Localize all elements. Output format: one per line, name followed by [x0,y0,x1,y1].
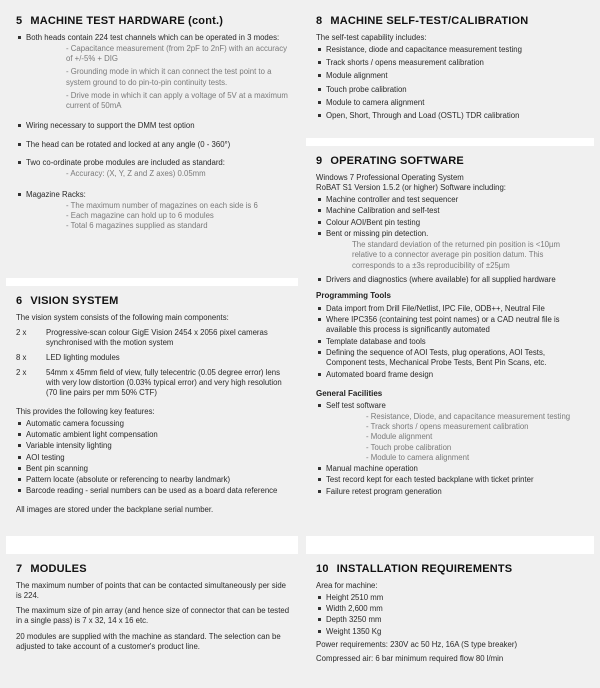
air-requirements: Compressed air: 6 bar minimum required flow 80 l/min [316,654,504,664]
list-item: Wiring necessary to support the DMM test option [26,121,290,131]
list-item: AOI testing [26,453,290,463]
list-item: Automatic camera focussing [26,419,290,429]
component-row [16,353,290,363]
list-item: Touch probe calibration [326,85,586,95]
sub-item: - Total 6 magazines supplied as standard [66,221,208,231]
list-item: Template database and tools [326,337,586,347]
dimensions-list [316,593,586,637]
section-heading: 6 VISION SYSTEM [16,295,119,307]
list-item: Two co-ordinate probe modules are included as standard: - Accuracy: (X, Y, Z and Z axes) 0.05mm [26,158,290,180]
list-item: Automatic ambient light compensation [26,430,290,440]
section-heading: 5 MACHINE TEST HARDWARE (cont.) [16,15,224,27]
modules-paragraph: The maximum number of points that can be contacted simultaneously per side is 224. [16,580,286,600]
vision-footer: All images are stored under the backplane serial number. [16,504,214,514]
modules-paragraph: 20 modules are supplied with the machine as standard. The selection can be adjusted to take account of a customer's product line. [16,631,281,651]
list-item: Machine Calibration and self-test [326,206,586,216]
power-requirements: Power requirements: 230V ac 50 Hz, 16A (S type breaker) [316,639,518,649]
os-line: RoBAT S1 Version 1.5.2 (or higher) Software including: [316,182,506,192]
list-item: Height 2510 mm [326,593,586,603]
list-item: Bent or missing pin detection. [326,229,586,239]
list-item: Manual machine operation [326,464,586,474]
sub-item: - Drive mode in which it can apply a voltage of 5V at a maximum current of 50mA [66,90,288,111]
list-item: Test record kept for each tested backplane with ticket printer [326,475,586,485]
section-divider [6,536,298,554]
sub-item: - Track shorts / opens measurement calibration [366,421,529,431]
sub-item: - Capacitance measurement (from 2pF to 2nF) with an accuracy of +/-5% + DIG [66,43,288,64]
list-item: Colour AOI/Bent pin testing [326,218,586,228]
features-list [16,419,290,497]
self-test-list [316,45,586,122]
list-item: Both heads contain 224 test channels which can be operated in 3 modes: - Capacitance measurement (from 2pF to 2nF) with an accuracy of +/-5% + DIG - Grounding mode in which it can connect the test point to a system ground to do pin-to-pin continuity tests. - Drive mode in which it can apply a voltage of 5V at a maximum current of 50mA [26,33,290,112]
modules-paragraph: The maximum size of pin array (and hence size of connector that can be tested in a single pass) is 7 x 32, 14 x 16 etc. [16,606,290,626]
list-item: Width 2,600 mm [326,604,586,614]
component-qty: 2 x [16,367,27,377]
component-desc: Progressive-scan colour GigE Vision 2454 x 2056 pixel cameras synchronised with the motion system [46,327,268,348]
list-item: Magazine Racks: - The maximum number of magazines on each side is 6 - Each magazine can hold up to 6 modules - Total 6 magazines supplied as standard [26,190,290,232]
area-label: Area for machine: [316,580,378,590]
programming-tools-heading: Programming Tools [316,291,391,301]
drivers-list [316,275,586,285]
list-item: Open, Short, Through and Load (OSTL) TDR calibration [326,111,586,121]
list-item: Defining the sequence of AOI Tests, plug operations, AOI Tests, Component tests, Mechanical Probe Tests, Bent Pin Scans, etc. [326,348,586,369]
os-line: Windows 7 Professional Operating System [316,172,464,182]
list-item: Where IPC356 (containing test point names) or a CAD neutral file is available this process is significantly automated [326,315,586,336]
software-list [316,195,586,239]
section-installation [306,554,594,688]
pin-position-note: The standard deviation of the returned pin position is <10µm relative to a connector average pin position datum. This corresponds to a ±3s reproducibility of ±25µm [352,240,560,270]
vision-intro: The vision system consists of the following main components: [16,312,229,322]
section-heading: 10 INSTALLATION REQUIREMENTS [316,563,513,575]
sub-item: - Resistance, Diode, and capacitance measurement testing [366,411,571,421]
section-divider [306,138,594,146]
sub-item: - Grounding mode in which it can connect the test point to a system ground to do pin-to-pin continuity tests. [66,67,272,87]
list-item: Module to camera alignment [326,98,586,108]
list-item: Failure retest program generation [326,487,586,497]
list-item: Barcode reading - serial numbers can be used as a board data reference [26,486,290,496]
section-heading: 9 OPERATING SOFTWARE [316,155,464,167]
list-item: Automated board frame design [326,370,586,380]
list-item: Data import from Drill File/Netlist, IPC File, ODB++, Neutral File [326,304,586,314]
list-item: The head can be rotated and locked at any angle (0 - 360°) [26,140,290,150]
list-item: Bent pin scanning [26,464,290,474]
sub-item: - Touch probe calibration [366,442,452,452]
section-divider [6,278,298,286]
programming-tools-list [316,304,586,380]
self-test-intro: The self-test capability includes: [316,32,427,42]
list-item: Self test software - Resistance, Diode, and capacitance measurement testing - Track shorts / opens measurement calibration - Module alignment - Touch probe calibration - Module to camera alignment [326,401,586,463]
section-modules [6,554,298,688]
sub-item: - Each magazine can hold up to 6 modules [66,211,214,221]
list-item: Pattern locate (absolute or referencing to nearby landmark) [26,475,290,485]
component-desc: LED lighting modules [46,353,120,363]
section-vision-system [6,286,298,536]
features-intro: This provides the following key features: [16,407,155,417]
sub-item: - Module alignment [366,432,433,442]
component-desc: 54mm x 45mm field of view, fully telecentric (0.05 degree error) lens with very low distortion (0.03% typical error) and very high resolution (70 line pairs per mm 50% CTF) [46,367,282,398]
list-item: Machine controller and test sequencer [326,195,586,205]
section-operating-software [306,146,594,536]
list-item: Resistance, diode and capacitance measurement testing [326,45,586,55]
section-heading: 7 MODULES [16,563,87,575]
sub-item: - Module to camera alignment [366,452,470,462]
general-facilities-list [316,401,586,497]
sub-item: - The maximum number of magazines on each side is 6 [66,200,258,210]
section-divider [306,536,594,554]
list-item: Track shorts / opens measurement calibration [326,58,586,68]
list-item: Weight 1350 Kg [326,627,586,637]
section-machine-test-hardware [6,6,298,278]
list-item: Module alignment [326,71,586,81]
component-qty: 8 x [16,353,27,363]
component-row [16,368,290,399]
component-qty: 2 x [16,327,27,337]
list-item: Variable intensity lighting [26,441,290,451]
list-item: Drivers and diagnostics (where available) for all supplied hardware [326,275,586,285]
component-row [16,328,290,349]
section-heading: 8 MACHINE SELF-TEST/CALIBRATION [316,15,529,27]
section-self-test [306,6,594,138]
general-facilities-heading: General Facilities [316,388,383,398]
sub-item: - Accuracy: (X, Y, Z and Z axes) 0.05mm [66,169,206,179]
hardware-list [16,33,290,232]
list-item: Depth 3250 mm [326,615,586,625]
